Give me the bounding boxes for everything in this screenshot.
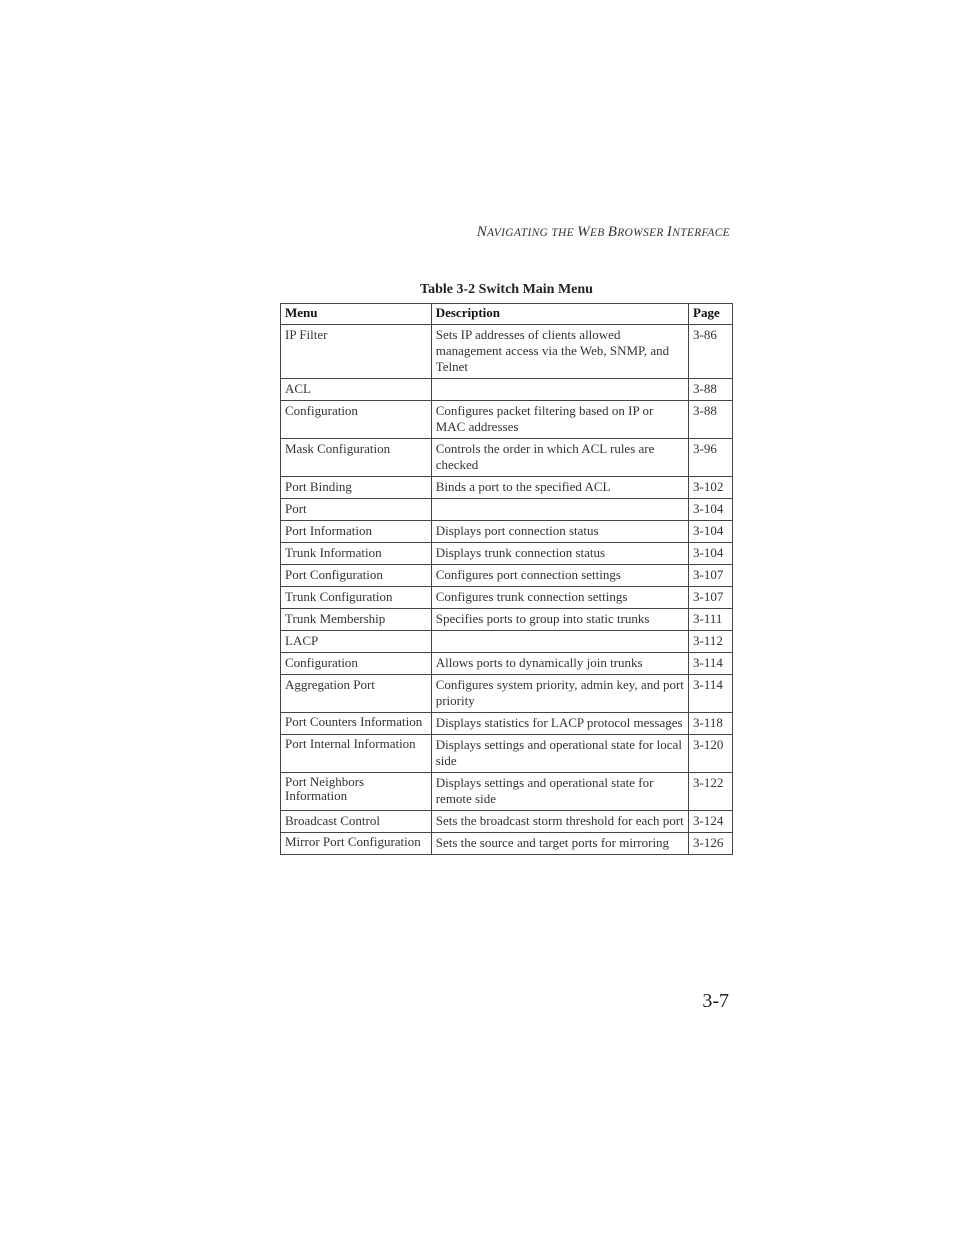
description-cell: Configures packet filtering based on IP or MAC addresses [431,401,688,439]
table-row [281,631,733,653]
table-row [281,499,733,521]
menu-cell: IP Filter [281,325,432,379]
running-header-cap: I [666,224,673,240]
description-cell: Specifies ports to group into static trunks [431,609,688,631]
menu-cell: Port Configuration [281,565,432,587]
running-header-word: AVIGATING THE [487,227,578,239]
page-cell: 3-111 [689,609,733,631]
menu-cell: Port Neighbors Information [281,773,432,811]
description-cell: Sets IP addresses of clients allowed management access via the Web, SNMP, and Telnet [431,325,688,379]
page-cell: 3-114 [689,675,733,713]
table-row [281,653,733,675]
description-cell: Sets the broadcast storm threshold for each port [431,811,688,833]
menu-cell: Port [281,499,432,521]
description-cell: Displays port connection status [431,521,688,543]
table-row [281,811,733,833]
menu-cell: ACL [281,379,432,401]
table-row [281,675,733,713]
description-cell [431,631,688,653]
running-header-word: NTERFACE [672,227,730,239]
table-row [281,477,733,499]
description-cell: Binds a port to the specified ACL [431,477,688,499]
table-row [281,325,733,379]
page-cell: 3-120 [689,735,733,773]
page-cell: 3-104 [689,543,733,565]
menu-cell: Mask Configuration [281,439,432,477]
table-row [281,713,733,735]
table-row [281,565,733,587]
description-cell: Configures trunk connection settings [431,587,688,609]
description-cell: Displays trunk connection status [431,543,688,565]
description-cell: Configures port connection settings [431,565,688,587]
page-cell: 3-114 [689,653,733,675]
menu-cell: Mirror Port Configuration [281,833,432,855]
running-header-cap: N [476,224,488,240]
page-cell: 3-122 [689,773,733,811]
menu-cell: Configuration [281,653,432,675]
menu-cell: Broadcast Control [281,811,432,833]
page-cell: 3-104 [689,499,733,521]
column-header-menu: Menu [281,304,432,325]
menu-cell: Port Binding [281,477,432,499]
description-cell: Allows ports to dynamically join trunks [431,653,688,675]
description-cell: Controls the order in which ACL rules are checked [431,439,688,477]
table-header-row [281,304,733,325]
table-row [281,587,733,609]
column-header-page: Page [689,304,733,325]
menu-cell: Port Counters Information [281,713,432,735]
description-cell: Configures system priority, admin key, and port priority [431,675,688,713]
menu-cell: LACP [281,631,432,653]
page-cell: 3-107 [689,587,733,609]
menu-cell: Trunk Configuration [281,587,432,609]
description-cell [431,379,688,401]
running-header-word: EB [589,227,608,239]
page-cell: 3-124 [689,811,733,833]
page-cell: 3-96 [689,439,733,477]
table-row [281,439,733,477]
table-body [281,325,733,855]
table-row [281,401,733,439]
table-title: Table 3-2 Switch Main Menu [420,282,593,297]
description-cell: Displays statistics for LACP protocol messages [431,713,688,735]
table-row [281,543,733,565]
menu-cell: Port Information [281,521,432,543]
description-cell: Displays settings and operational state for remote side [431,773,688,811]
page-cell: 3-102 [689,477,733,499]
running-header-cap: B [607,224,618,240]
column-header-description: Description [431,304,688,325]
table-row [281,609,733,631]
page-cell: 3-107 [689,565,733,587]
description-cell: Sets the source and target ports for mirroring [431,833,688,855]
menu-cell: Trunk Information [281,543,432,565]
switch-main-menu-table [280,303,733,855]
page-cell: 3-118 [689,713,733,735]
table-row [281,773,733,811]
menu-cell: Trunk Membership [281,609,432,631]
running-header [477,224,730,241]
table-row [281,379,733,401]
page-cell: 3-126 [689,833,733,855]
menu-cell: Port Internal Information [281,735,432,773]
table-row [281,521,733,543]
page-cell: 3-88 [689,379,733,401]
menu-cell: Aggregation Port [281,675,432,713]
menu-cell: Configuration [281,401,432,439]
description-cell: Displays settings and operational state for local side [431,735,688,773]
table-row [281,833,733,855]
running-header-cap: W [577,224,590,240]
table-row [281,735,733,773]
page-cell: 3-86 [689,325,733,379]
page-cell: 3-104 [689,521,733,543]
page-cell: 3-112 [689,631,733,653]
running-header-word: ROWSER [617,227,667,239]
page-number: 3-7 [702,990,729,1012]
description-cell [431,499,688,521]
page-cell: 3-88 [689,401,733,439]
